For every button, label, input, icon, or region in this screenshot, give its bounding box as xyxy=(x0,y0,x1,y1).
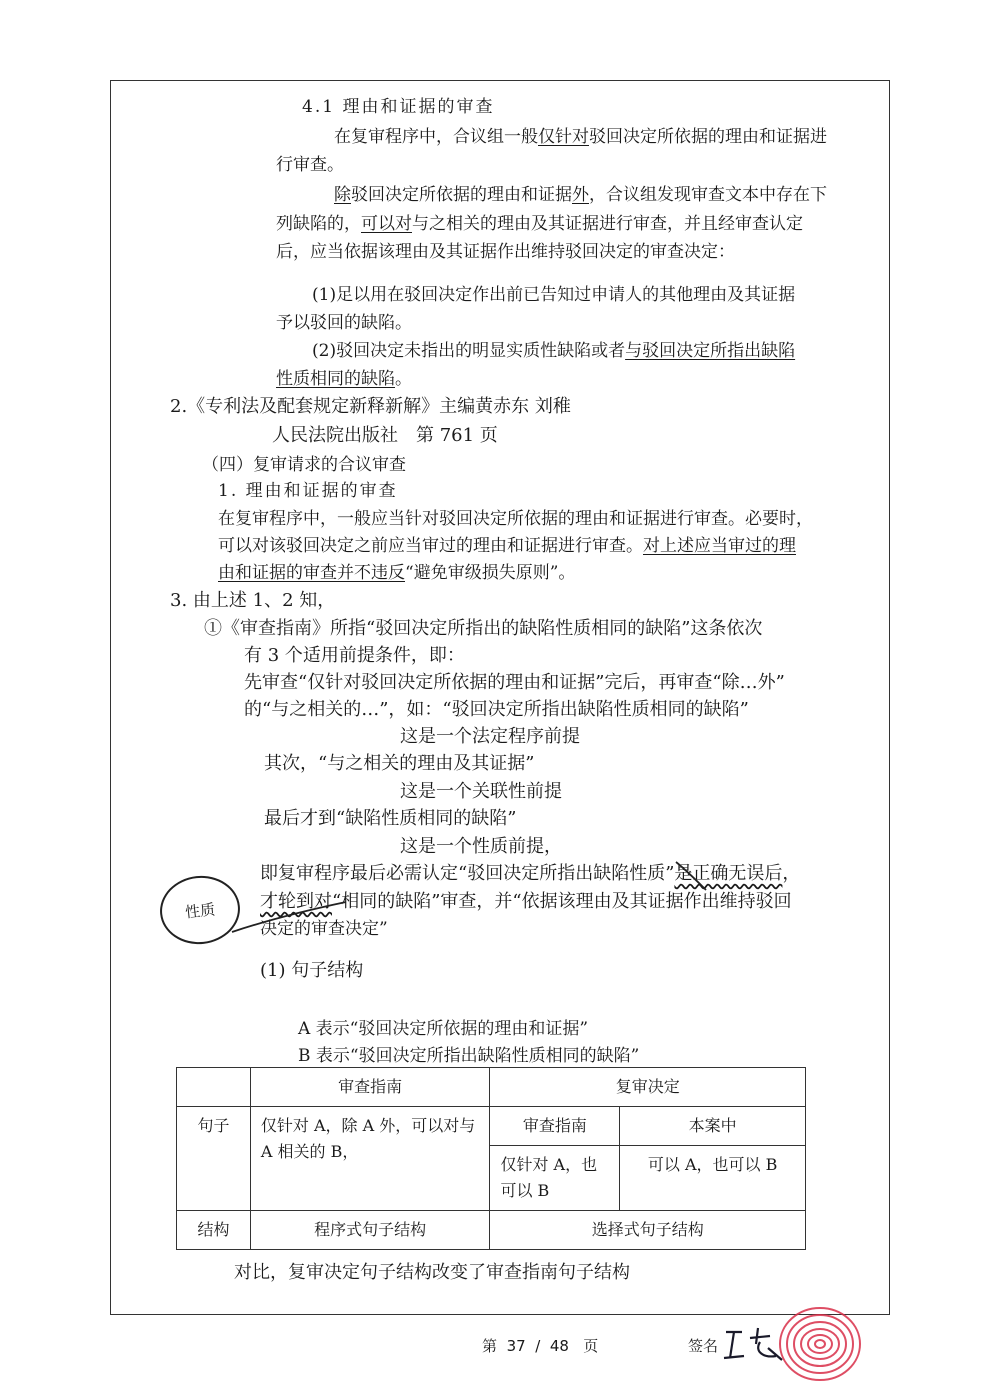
table-cell: 选择式句子结构 xyxy=(490,1211,806,1250)
handwritten-note-text: 性质 xyxy=(184,899,216,922)
text-line: 在复审程序中，合议组一般仅针对驳回决定所依据的理由和证据进 xyxy=(334,127,827,147)
text-line: 可以对该驳回决定之前应当审过的理由和证据进行审查。对上述应当审过的理 xyxy=(218,536,796,556)
text-line: 的“与之相关的…”，如：“驳回决定所指出缺陷性质相同的缺陷” xyxy=(244,699,749,720)
text-line: 有 3 个适用前提条件，即： xyxy=(244,645,465,666)
text-line: 列缺陷的，可以对与之相关的理由及其证据进行审查，并且经审查认定 xyxy=(276,214,803,234)
text-line: 先审查“仅针对驳回决定所依据的理由和证据”完后，再审查“除…外” xyxy=(244,672,785,693)
handwritten-arrow-icon xyxy=(228,880,358,940)
reference-2-publisher: 人民法院出版社 第 761 页 xyxy=(272,425,498,446)
text-line: 由和证据的审查并不违反“避免审级损失原则”。 xyxy=(218,563,576,583)
text-line: 性质相同的缺陷。 xyxy=(276,369,412,389)
table-cell xyxy=(177,1068,251,1107)
text-line: 后，应当依据该理由及其证据作出维持驳回决定的审查决定： xyxy=(276,242,735,262)
table-row-label: 结构 xyxy=(177,1211,251,1250)
table-row xyxy=(177,1068,806,1107)
subsection-heading: （四）复审请求的合议审查 xyxy=(202,455,406,475)
text-line: 才轮到对“相同的缺陷”审查，并“依据该理由及其证据作出维持驳回 xyxy=(260,891,792,912)
text-line: 这是一个性质前提， xyxy=(400,836,562,857)
table-header-decision: 复审决定 xyxy=(490,1068,806,1107)
text-line: 这是一个关联性前提 xyxy=(400,781,562,802)
page-number: 第 37 / 48 页 xyxy=(482,1337,599,1355)
text-line: 决定的审查决定” xyxy=(260,919,388,939)
text-line: 在复审程序中，一般应当针对驳回决定所依据的理由和证据进行审查。必要时， xyxy=(218,509,813,529)
table-subheader-guide: 审查指南 xyxy=(490,1107,620,1146)
subheading-sentence-structure: (1) 句子结构 xyxy=(260,960,364,981)
text-line: 其次，“与之相关的理由及其证据” xyxy=(264,753,535,774)
subsection-heading: 1. 理由和证据的审查 xyxy=(218,481,398,501)
table-cell: 仅针对 A，除 A 外，可以对与 A 相关的 B， xyxy=(250,1107,490,1211)
table-cell: 可以 A，也可以 B xyxy=(620,1146,806,1211)
conclusion-text: 对比，复审决定句子结构改变了审查指南句子结构 xyxy=(234,1262,630,1283)
text-line: 予以驳回的缺陷。 xyxy=(276,313,412,333)
table-cell: 程序式句子结构 xyxy=(250,1211,490,1250)
text-line: ①《审查指南》所指“驳回决定所指出的缺陷性质相同的缺陷”这条依次 xyxy=(204,618,763,639)
handwritten-strike-icon xyxy=(672,858,712,894)
section-heading-4-1: 4.1 理由和证据的审查 xyxy=(302,97,495,117)
signature-label: 签名 xyxy=(688,1337,719,1355)
text-line: (2)驳回决定未指出的明显实质性缺陷或者与驳回决定所指出缺陷 xyxy=(312,341,796,361)
table-subheader-case: 本案中 xyxy=(620,1107,806,1146)
text-line: (1)足以用在驳回决定作出前已告知过申请人的其他理由及其证据 xyxy=(312,285,796,305)
text-line: 除驳回决定所依据的理由和证据外，合议组发现审查文本中存在下 xyxy=(334,185,827,205)
fingerprint-icon xyxy=(774,1302,866,1386)
table-row xyxy=(177,1107,806,1146)
text-line: 最后才到“缺陷性质相同的缺陷” xyxy=(264,808,517,829)
text-line: 这是一个法定程序前提 xyxy=(400,726,580,747)
table-header-guide: 审查指南 xyxy=(250,1068,490,1107)
text-line: 行审查。 xyxy=(276,155,344,175)
text-line: 即复审程序最后必需认定“驳回决定所指出缺陷性质”是正确无误后， xyxy=(260,863,801,884)
table-cell: 仅针对 A，也可以 B xyxy=(490,1146,620,1211)
reference-2-title: 2.《专利法及配套规定新释新解》主编黄赤东 刘稚 xyxy=(170,396,571,417)
table-row-label: 句子 xyxy=(177,1107,251,1211)
comparison-table xyxy=(176,1067,806,1250)
definition-a: A 表示“驳回决定所依据的理由和证据” xyxy=(298,1019,589,1039)
point-3-heading: 3. 由上述 1、2 知， xyxy=(170,590,336,611)
definition-b: B 表示“驳回决定所指出缺陷性质相同的缺陷” xyxy=(298,1046,640,1066)
table-row xyxy=(177,1211,806,1250)
